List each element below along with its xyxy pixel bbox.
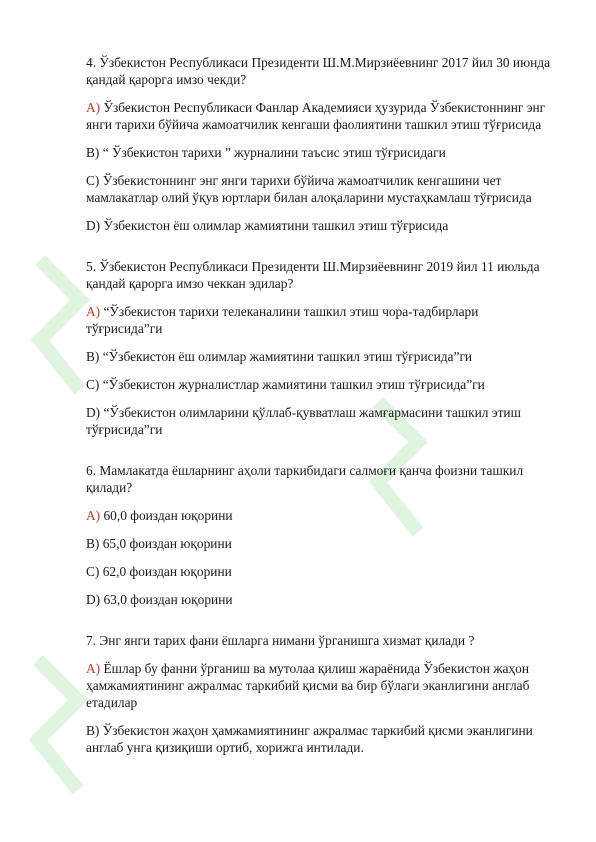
option-letter: C)	[86, 564, 100, 579]
option-text: Ўзбекистон жаҳон ҳамжамиятининг ажралмас таркибий қисми эканлигини англаб унга қизиқиши ортиб, хорижга интилади.	[86, 723, 533, 755]
question-list	[86, 54, 556, 767]
question-4	[86, 54, 556, 234]
option-letter: B)	[86, 145, 100, 160]
answer-option-a	[86, 507, 556, 524]
option-text: 65,0 фоиздан юқорини	[99, 536, 232, 551]
option-text: Ўзбекистон ёш олимлар жамиятини ташкил этиш тўғрисида	[100, 218, 449, 233]
question-text: 4. Ўзбекистон Республикаси Президенти Ш.М.Мирзиёевнинг 2017 йил 30 июнда қандай қарорга имзо чекди?	[86, 55, 551, 87]
option-text: Ёшлар бу фанни ўрганиш ва мутолаа қилиш жараёнида Ўзбекистон жаҳон ҳамжамиятининг ажралмас таркибий қисми ва бир бўлаги эканлигини англаб етадилар	[86, 661, 530, 710]
option-text: “ Ўзбекистон тарихи ” журналини таъсис этиш тўғрисидаги	[99, 145, 446, 160]
answer-option-b	[86, 535, 556, 552]
watermark-logo-icon	[28, 650, 88, 800]
answer-option-b	[86, 722, 556, 756]
option-letter: A)	[86, 304, 101, 319]
option-text: 63,0 фоиздан юқорини	[100, 592, 233, 607]
answer-option-a	[86, 303, 556, 337]
option-letter: D)	[86, 405, 101, 420]
option-letter: B)	[86, 536, 100, 551]
answer-option-a	[86, 660, 556, 711]
option-letter: A)	[86, 100, 101, 115]
option-letter: A)	[86, 508, 101, 523]
option-text: “Ўзбекистон журналистлар жамиятини ташкил этиш тўғрисида”ги	[99, 377, 485, 392]
option-letter: D)	[86, 592, 101, 607]
option-text: 60,0 фоиздан юқорини	[100, 508, 233, 523]
answer-option-a	[86, 99, 556, 133]
option-letter: C)	[86, 173, 100, 188]
answer-option-c	[86, 172, 556, 206]
answer-option-d	[86, 591, 556, 608]
option-text: Ўзбекистон Республикаси Фанлар Академияси ҳузурида Ўзбекистоннинг энг янги тарихи бўйича жамоатчилик кенгаши фаолиятини ташкил этиш тўғрисида	[86, 100, 546, 132]
option-letter: B)	[86, 723, 100, 738]
answer-option-b	[86, 144, 556, 161]
option-text: 62,0 фоиздан юқорини	[99, 564, 232, 579]
watermark-logo-icon	[30, 250, 90, 400]
option-letter: A)	[86, 661, 101, 676]
question-7	[86, 632, 556, 756]
question-5	[86, 258, 556, 438]
question-text: 6. Мамлакатда ёшларнинг аҳоли таркибидаги салмоғи қанча фоизни ташкил қилади?	[86, 463, 524, 495]
option-text: “Ўзбекистон олимларини қўллаб-қувватлаш жамғармасини ташкил этиш тўғрисида”ги	[86, 405, 521, 437]
answer-option-c	[86, 376, 556, 393]
option-letter: D)	[86, 218, 101, 233]
option-text: “Ўзбекистон тарихи телеканалини ташкил этиш чора-тадбирлари тўғрисида”ги	[86, 304, 479, 336]
answer-option-d	[86, 404, 556, 438]
question-text: 7. Энг янги тарих фани ёшларга нимани ўрганишга хизмат қилади ?	[86, 633, 475, 648]
question-6	[86, 462, 556, 608]
answer-option-d	[86, 217, 556, 234]
option-letter: C)	[86, 377, 100, 392]
question-text: 5. Ўзбекистон Республикаси Президенти Ш.Мирзиёевнинг 2019 йил 11 июльда қандай қарорга имзо чеккан эдилар?	[86, 259, 540, 291]
option-text: Ўзбекистоннинг энг янги тарихи бўйича жамоатчилик кенгашини чет мамлакатлар олий ўқув юртлари билан алоқаларини мустаҳкамлаш тўғрисида	[86, 173, 532, 205]
option-letter: B)	[86, 349, 100, 364]
answer-option-c	[86, 563, 556, 580]
option-text: “Ўзбекистон ёш олимлар жамиятини ташкил этиш тўғрисида”ги	[99, 349, 473, 364]
answer-option-b	[86, 348, 556, 365]
